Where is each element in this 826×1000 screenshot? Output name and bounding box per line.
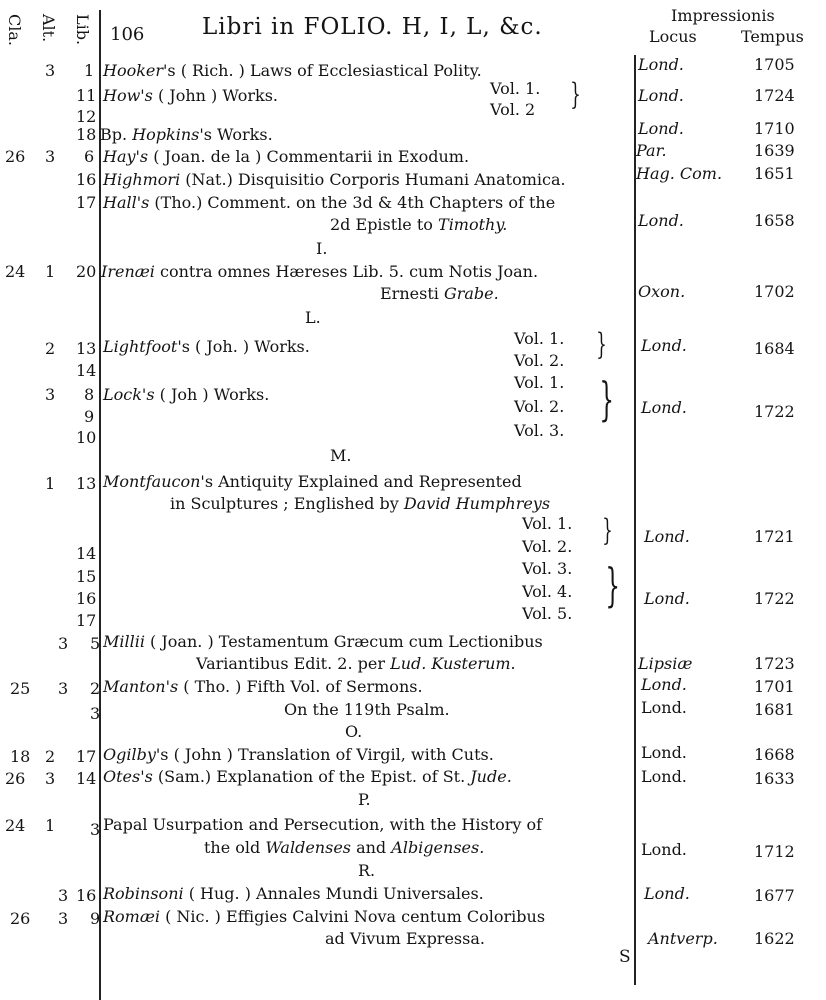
entry-continuation: in Sculptures ; Englished by David Humphreys	[170, 494, 551, 513]
section-letter-m: M.	[330, 446, 352, 465]
alt-number: 1	[45, 474, 56, 493]
entry-title	[103, 194, 555, 212]
entry-text: ( Joan. ) Testamentum Græcum cum Lectionibus	[144, 632, 543, 651]
entry-locus: Lond.	[644, 589, 690, 608]
volume-label: Vol. 3.	[522, 559, 573, 578]
catchword: S	[619, 947, 631, 967]
cla-number: 25	[10, 679, 31, 698]
entry-locus: Lond.	[638, 211, 684, 230]
entry-author: Irenæi	[101, 262, 155, 281]
entry-author: Ogilby	[103, 745, 156, 764]
entry-title: Bp. Hopkins's Works.	[100, 125, 273, 144]
entry-continuation: 2d Epistle to Timothy.	[330, 215, 508, 234]
entry-tempus: 1651	[754, 164, 795, 183]
entry-title	[103, 338, 310, 356]
entry-tempus: 1639	[754, 141, 795, 160]
entry-locus: Lond.	[641, 698, 687, 717]
entry-text: 's ( John ) Translation of Virgil, with Cuts.	[155, 745, 494, 764]
cla-number: 18	[10, 747, 31, 766]
entry-text: contra omnes Hæreses Lib. 5. cum Notis Joan.	[154, 262, 539, 281]
entry-continuation: the old Waldenses and Albigenses.	[204, 838, 485, 857]
lib-number: 14	[76, 361, 97, 380]
entry-title	[103, 148, 469, 166]
entry-tempus: 1710	[754, 119, 795, 138]
section-letter-i: I.	[316, 239, 328, 258]
alt-number: 1	[45, 816, 56, 835]
header-tempus: Tempus	[741, 27, 804, 46]
volume-label: Vol. 5.	[522, 604, 573, 623]
entry-locus: Lond.	[638, 86, 684, 105]
alt-number: 3	[58, 679, 69, 698]
entry-author: How's	[103, 86, 153, 105]
entry-author: Hooker	[103, 61, 164, 80]
entry-author: Lock's	[103, 385, 155, 404]
cla-number: 24	[5, 262, 26, 281]
entry-continuation: Ernesti Grabe.	[380, 284, 499, 303]
alt-number: 3	[58, 909, 69, 928]
entry-tempus: 1684	[754, 339, 795, 358]
lib-number: 1	[84, 61, 95, 80]
entry-locus: Lond.	[641, 767, 687, 786]
entry-tempus: 1722	[754, 589, 795, 608]
header-impressionis: Impressionis	[671, 6, 775, 25]
volume-label: Vol. 1.	[514, 373, 565, 392]
entry-locus: Lond.	[638, 55, 684, 74]
lib-number: 13	[76, 474, 97, 493]
lib-number: 16	[76, 589, 97, 608]
entry-author: Lightfoot	[103, 337, 178, 356]
entry-text: ( Nic. ) Effigies Calvini Nova centum Coloribus	[160, 907, 546, 926]
entry-text: 's Works.	[199, 125, 273, 144]
entry-author: Robinsoni	[103, 884, 184, 903]
cla-number: 26	[5, 147, 26, 166]
brace-icon: }	[599, 372, 614, 426]
entry-tempus: 1701	[754, 677, 795, 696]
entry-continuation: Variantibus Edit. 2. per Lud. Kusterum.	[196, 654, 516, 673]
entry-locus: Lond.	[644, 527, 690, 546]
entry-locus: Lond.	[641, 840, 687, 859]
right-column-rule	[634, 55, 636, 985]
entry-title	[103, 386, 269, 404]
entry-tempus: 1723	[754, 654, 795, 673]
lib-number: 17	[76, 611, 97, 630]
lib-number: 16	[76, 886, 97, 905]
alt-number: 1	[45, 262, 56, 281]
entry-locus: Oxon.	[638, 282, 686, 301]
lib-number: 5	[90, 634, 101, 653]
cla-number: 24	[5, 816, 26, 835]
entry-title	[103, 633, 543, 651]
entry-locus: Lond.	[644, 884, 690, 903]
alt-number: 3	[58, 886, 69, 905]
entry-title	[103, 885, 484, 903]
volume-label: Vol. 2.	[514, 351, 565, 370]
lib-number: 2	[90, 679, 101, 698]
section-letter-o: O.	[345, 722, 363, 741]
lib-number: 9	[90, 909, 101, 928]
entry-locus: Lond.	[641, 675, 687, 694]
lib-number: 10	[76, 428, 97, 447]
entry-locus: Hag. Com.	[636, 164, 723, 183]
entry-locus: Lipsiæ	[638, 654, 693, 673]
running-title: Libri in FOLIO. H, I, L, &c.	[202, 14, 543, 40]
entry-tempus: 1658	[754, 211, 795, 230]
cla-number: 26	[10, 909, 31, 928]
entry-author: Otes's	[103, 767, 153, 786]
entry-title	[103, 908, 545, 926]
entry-title	[103, 62, 482, 80]
entry-text: On the 119th Psalm.	[284, 700, 450, 719]
entry-tempus: 1705	[754, 55, 795, 74]
entry-title	[103, 171, 566, 189]
lib-number: 15	[76, 567, 97, 586]
entry-author: Romæi	[103, 907, 161, 926]
lib-number: 16	[76, 170, 97, 189]
alt-number: 3	[45, 61, 56, 80]
lib-number: 18	[76, 125, 97, 144]
volume-label: Vol. 3.	[514, 421, 565, 440]
entry-text: (Tho.) Comment. on the 3d & 4th Chapters of the	[149, 193, 556, 212]
brace-icon: }	[596, 327, 607, 362]
entry-text: Papal Usurpation and Persecution, with the History of	[103, 815, 543, 834]
header-locus: Locus	[649, 27, 697, 46]
entry-text: 's ( Rich. ) Laws of Ecclesiastical Polity.	[163, 61, 482, 80]
entry-tempus: 1633	[754, 769, 795, 788]
entry-author: Hall's	[103, 193, 150, 212]
volume-label: Vol. 2	[490, 100, 536, 119]
entry-tempus: 1721	[754, 527, 795, 546]
volume-label: Vol. 4.	[522, 582, 573, 601]
column-header-alt: Alt.	[39, 14, 58, 43]
entry-text: ( Tho. ) Fifth Vol. of Sermons.	[178, 677, 423, 696]
volume-label: Vol. 2.	[514, 397, 565, 416]
entry-text: 's Antiquity Explained and Represented	[200, 472, 522, 491]
entry-text: ( Joan. de la ) Commentarii in Exodum.	[148, 147, 470, 166]
entry-tempus: 1677	[754, 886, 795, 905]
entry-author: Montfaucon	[103, 472, 201, 491]
brace-icon: }	[605, 558, 620, 612]
entry-title: Otes's (Sam.) Explanation of the Epist. of St. Jude.	[103, 767, 512, 786]
alt-number: 3	[45, 147, 56, 166]
entry-title	[101, 263, 538, 281]
entry-locus: Par.	[636, 141, 667, 160]
lib-number: 6	[84, 147, 95, 166]
entry-continuation: ad Vivum Expressa.	[325, 929, 485, 948]
lib-number: 20	[76, 262, 97, 281]
entry-text: ( Joh ) Works.	[154, 385, 270, 404]
entry-text: (Sam.) Explanation of the Epist. of St.	[152, 767, 471, 786]
entry-tempus: 1622	[754, 929, 795, 948]
entry-tempus: 1712	[754, 842, 795, 861]
alt-number: 2	[45, 339, 56, 358]
section-letter-l: L.	[305, 308, 321, 327]
volume-label: Vol. 1.	[490, 79, 541, 98]
volume-label: Vol. 2.	[522, 537, 573, 556]
brace-icon: }	[602, 513, 613, 548]
entry-author: Hay's	[103, 147, 149, 166]
brace-icon: }	[570, 77, 581, 112]
entry-title	[103, 746, 494, 764]
entry-locus: Lond.	[641, 743, 687, 762]
entry-author: Hopkins	[132, 125, 200, 144]
entry-author: Manton's	[103, 677, 179, 696]
left-column-rule	[99, 10, 101, 1000]
entry-title	[103, 678, 423, 696]
section-letter-p: P.	[358, 790, 371, 809]
lib-number: 17	[76, 747, 97, 766]
volume-label: Vol. 1.	[522, 514, 573, 533]
entry-text: ( John ) Works.	[152, 86, 279, 105]
entry-tempus: 1724	[754, 86, 795, 105]
entry-locus: Lond.	[638, 119, 684, 138]
entry-locus: Antverp.	[648, 929, 718, 948]
entry-tempus: 1722	[754, 402, 795, 421]
alt-number: 3	[45, 769, 56, 788]
entry-author: Highmori	[103, 170, 181, 189]
entry-text: 's ( Joh. ) Works.	[177, 337, 310, 356]
alt-number: 2	[45, 747, 56, 766]
column-header-lib: Lib.	[73, 14, 92, 46]
entry-author: Millii	[103, 632, 145, 651]
lib-number: 8	[84, 385, 95, 404]
entry-tempus: 1702	[754, 282, 795, 301]
lib-number: 11	[76, 86, 97, 105]
page-number: 106	[110, 24, 145, 45]
lib-number: 3	[90, 704, 101, 723]
lib-number: 3	[90, 820, 101, 839]
entry-tempus: 1668	[754, 745, 795, 764]
lib-number: 13	[76, 339, 97, 358]
volume-label: Vol. 1.	[514, 329, 565, 348]
alt-number: 3	[45, 385, 56, 404]
entry-locus: Lond.	[641, 336, 687, 355]
entry-text: (Nat.) Disquisitio Corporis Humani Anatomica.	[180, 170, 566, 189]
entry-tempus: 1681	[754, 700, 795, 719]
lib-number: 14	[76, 544, 97, 563]
lib-number: 17	[76, 193, 97, 212]
entry-title	[103, 87, 278, 105]
lib-number: 14	[76, 769, 97, 788]
column-header-cla: Cla.	[5, 14, 24, 46]
entry-text: ( Hug. ) Annales Mundi Universales.	[183, 884, 484, 903]
lib-number: 12	[76, 107, 97, 126]
cla-number: 26	[5, 769, 26, 788]
entry-locus: Lond.	[641, 398, 687, 417]
section-letter-r: R.	[358, 861, 376, 880]
alt-number: 3	[58, 634, 69, 653]
entry-title	[103, 473, 522, 491]
lib-number: 9	[84, 407, 95, 426]
